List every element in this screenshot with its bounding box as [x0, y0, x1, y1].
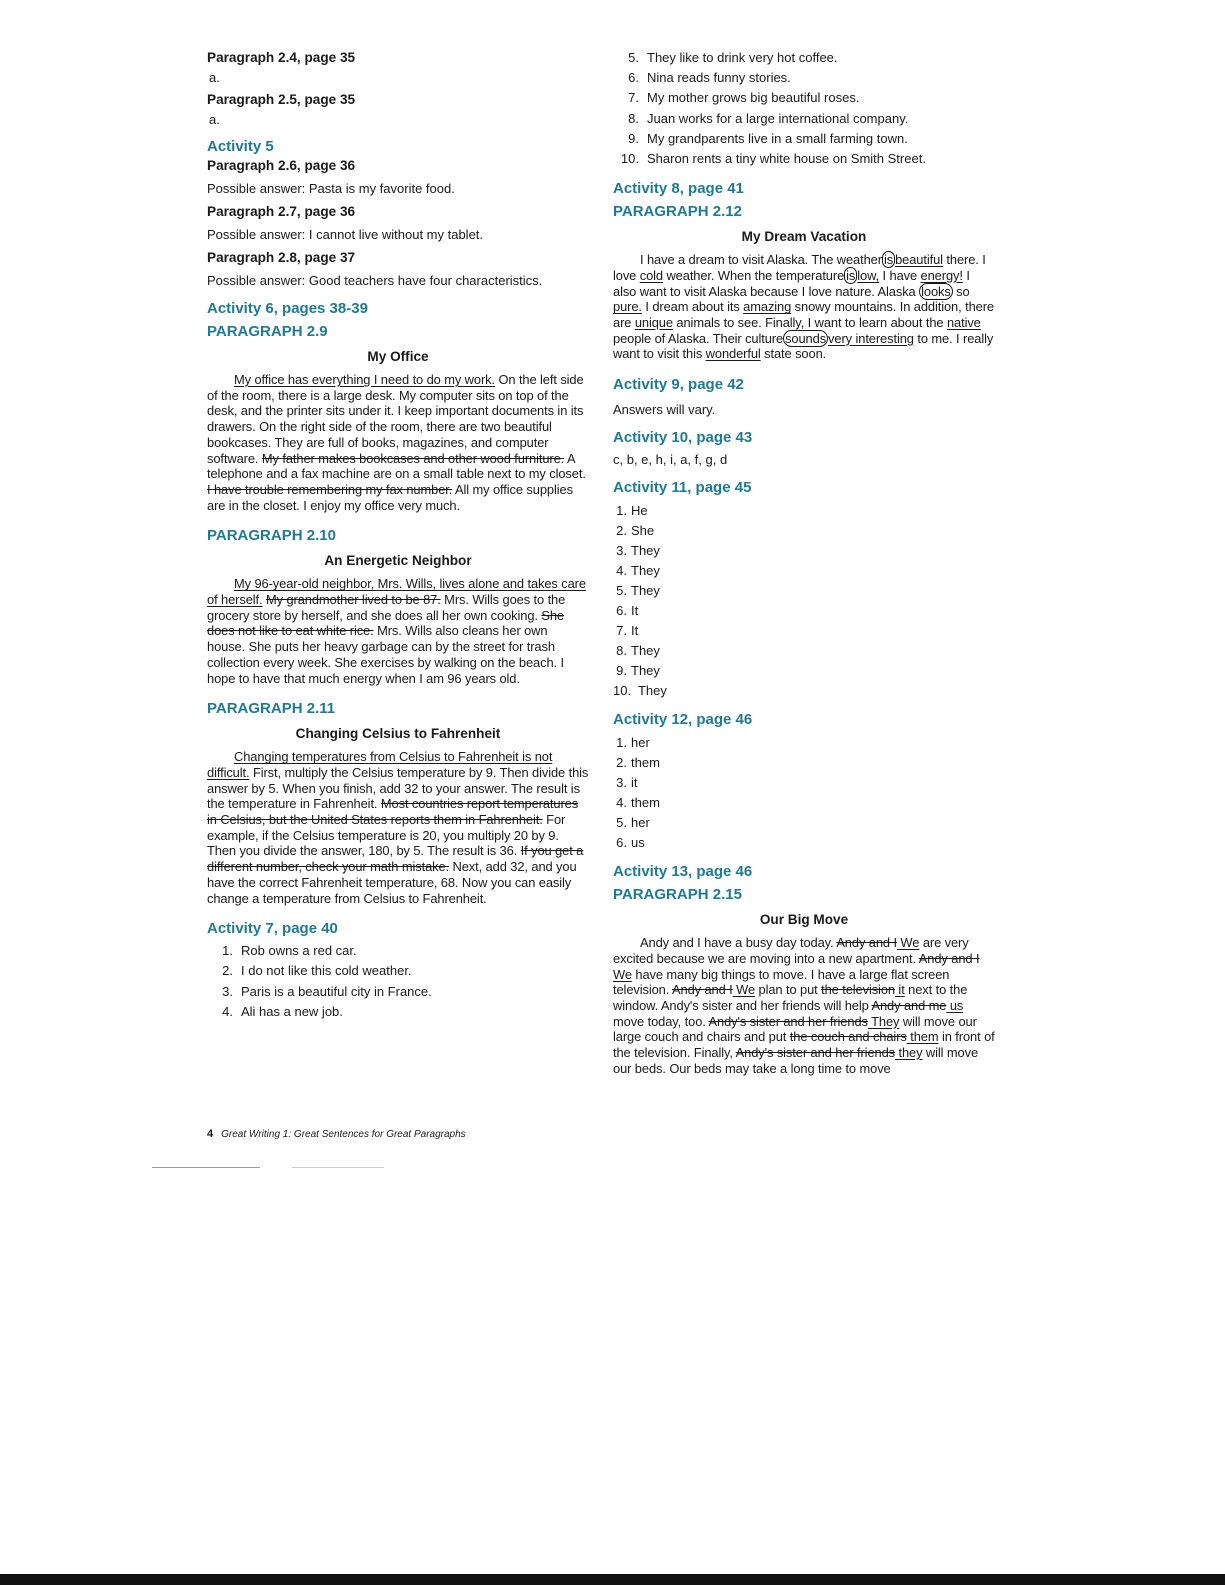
paragraph-2-15-heading: PARAGRAPH 2.15	[613, 886, 742, 904]
struck-sentence: My grandmother lived to be 87.	[266, 592, 441, 608]
list-item: 9. They	[616, 663, 660, 679]
list-item: 4. them	[616, 795, 660, 811]
paragraph-2-5-answer: a.	[209, 112, 220, 127]
activity-10-heading: Activity 10, page 43	[613, 429, 753, 447]
struck-phrase: Andy and me	[871, 997, 947, 1013]
list-item: 6. Nina reads funny stories.	[628, 70, 791, 86]
paragraph-2-7-heading: Paragraph 2.7, page 36	[207, 204, 356, 219]
energetic-neighbor-title: An Energetic Neighbor	[324, 553, 472, 569]
list-item: 4. They	[616, 563, 660, 579]
list-item: 5. her	[616, 815, 650, 831]
my-office-title: My Office	[367, 349, 429, 364]
celsius-fahrenheit-paragraph: Changing temperatures from Celsius to Fahrenheit is not difficult. First, multiply the Celsius temperature by 9. Then divide this answer by 5. When you finish, add 32 to your answer. The result is the temperature in Fahrenheit. Most countries report temperatures in Celsius, but the United States reports them in Fahrenheit. For example, if the Celsius temperature is 20, you multiply 20 by 9. Then you divide the answer, 180, by 5. The result is 36. If you get a different number, check your math mistake. Next, add 32, and you have the correct Fahrenheit temperature, 68. Now you can easily change a temperature from Celsius to Fahrenheit.	[207, 749, 589, 906]
list-item: 5. They like to drink very hot coffee.	[628, 50, 838, 65]
list-item: 9. My grandparents live in a small farming town.	[628, 130, 908, 146]
list-item: 10. They	[613, 683, 667, 699]
activity-12-heading: Activity 12, page 46	[613, 711, 753, 729]
list-item: 4. Ali has a new job.	[222, 1003, 343, 1019]
list-item: 3. it	[616, 775, 638, 791]
paragraph-2-10-heading: PARAGRAPH 2.10	[207, 527, 336, 545]
topic-sentence: My 96-year-old neighbor, Mrs. Wills, lives alone and takes care of herself.	[207, 576, 586, 608]
paragraph-2-4-heading: Paragraph 2.4, page 35	[207, 50, 356, 65]
paragraph-2-9-heading: PARAGRAPH 2.9	[207, 323, 328, 340]
list-item: 8. Juan works for a large international company.	[628, 110, 909, 126]
left-column	[207, 49, 589, 1022]
list-item: 6. us	[616, 835, 645, 851]
struck-sentence: Most countries report temperatures in Celsius, but the United States reports them in Fahrenheit.	[207, 796, 579, 828]
list-item: 2. them	[616, 755, 660, 771]
circled-verb: is	[846, 267, 856, 283]
activity-9-answer: Answers will vary.	[613, 402, 716, 418]
topic-sentence: Changing temperatures from Celsius to Fahrenheit is not difficult.	[207, 749, 553, 780]
paragraph-2-12-heading: PARAGRAPH 2.12	[613, 203, 742, 221]
list-item: 5. They	[616, 583, 660, 599]
struck-phrase: Andy's sister and her friends	[708, 1013, 868, 1029]
page-number: 4	[207, 1128, 214, 1140]
paragraph-2-6-heading: Paragraph 2.6, page 36	[207, 158, 356, 173]
list-item: 1. her	[616, 735, 650, 751]
my-office-paragraph: My office has everything I need to do my work. On the left side of the room, there is a large desk. My computer sits on top of the desk, and the printer sits under it. I keep important documents in its drawers. On the right side of the room, there are two beautiful bookcases. They are full of books, magazines, and computer software. My father makes bookcases and other wood furniture. A telephone and a fax machine are on a small table next to my closet. I have trouble remembering my fax number. All my office supplies are in the closet. I enjoy my office very much.	[207, 372, 586, 513]
paragraph-2-5-heading: Paragraph 2.5, page 35	[207, 92, 356, 107]
paragraph-2-8-heading: Paragraph 2.8, page 37	[207, 250, 356, 265]
paragraph-2-6-answer: Possible answer: Pasta is my favorite food.	[207, 181, 455, 196]
activity-7-heading: Activity 7, page 40	[207, 920, 338, 938]
paragraph-2-8-answer: Possible answer: Good teachers have four characteristics.	[207, 273, 543, 288]
list-item: 3. They	[616, 543, 660, 559]
list-item: 6. It	[616, 603, 639, 619]
struck-phrase: the television	[821, 982, 895, 998]
paragraph-2-7-answer: Possible answer: I cannot live without my tablet.	[207, 227, 484, 242]
paragraph-2-4-answer: a.	[209, 70, 220, 85]
struck-phrase: the couch and chairs	[789, 1029, 907, 1045]
activity-12-list	[613, 733, 995, 853]
circled-verb: looks	[921, 283, 951, 299]
bottom-edge-bar	[0, 1574, 1225, 1585]
big-move-title: Our Big Move	[759, 912, 849, 928]
list-item: 10. Sharon rents a tiny white house on Smith Street.	[620, 151, 926, 167]
right-column	[613, 49, 995, 1076]
list-item: 3. Paris is a beautiful city in France.	[222, 983, 432, 999]
activity-11-list	[613, 501, 995, 701]
struck-sentence: If you get a different number, check your math mistake.	[207, 843, 584, 875]
page-footer	[207, 1128, 466, 1140]
struck-phrase: Andy's sister and her friends	[735, 1045, 895, 1061]
activity-8-heading: Activity 8, page 41	[613, 180, 744, 198]
struck-phrase: Andy and I	[918, 950, 980, 966]
activity-7-list-continued	[613, 48, 995, 169]
circled-verb: is	[883, 252, 894, 268]
list-item: 7. My mother grows big beautiful roses.	[628, 90, 860, 106]
activity-13-heading: Activity 13, page 46	[613, 863, 753, 881]
list-item: 2. She	[616, 523, 655, 539]
struck-phrase: Andy and I	[672, 982, 733, 998]
list-item: 2. I do not like this cold weather.	[222, 963, 412, 979]
energetic-neighbor-paragraph: My 96-year-old neighbor, Mrs. Wills, lives alone and takes care of herself. My grandmother lived to be 87. Mrs. Wills goes to the grocery store by herself, and she does all her own cooking. She does not like to eat white rice. Mrs. Wills also cleans her own house. She puts her heavy garbage can by the street for trash collection every week. She exercises by walking on the beach. I hope to have that much energy when I am 96 years old.	[207, 576, 586, 686]
celsius-fahrenheit-title: Changing Celsius to Fahrenheit	[295, 726, 501, 742]
big-move-paragraph: Andy and I have a busy day today. Andy and I We are very excited because we are moving into a new apartment. Andy and I We have many big things to move. I have a large flat screen television. Andy and I We plan to put the television it next to the window. Andy's sister and her friends will help Andy and me us move today, too. Andy's sister and her friends They will move our large couch and chairs and put the couch and chairs them in front of the television. Finally, Andy's sister and her friends they will move our beds. Our beds may take a long time to move	[613, 935, 995, 1076]
topic-sentence: My office has everything I need to do my work.	[234, 372, 495, 387]
dream-vacation-paragraph: I have a dream to visit Alaska. The weather is beautiful there. I love cold weather. When the temperature is low, I have energy! I also want to visit Alaska because I love nature. Alaska looks so pure. I dream about its amazing snowy mountains. In addition, there are unique animals to see. Finally, I want to learn about the native people of Alaska. Their culture sounds very interesting to me. I really want to visit this wonderful state soon.	[613, 252, 994, 362]
circled-verb: sounds	[785, 330, 827, 346]
dream-vacation-title: My Dream Vacation	[741, 229, 867, 245]
struck-sentence: She does not like to eat white rice.	[207, 607, 564, 639]
activity-11-heading: Activity 11, page 45	[613, 479, 752, 497]
activity-6-heading: Activity 6, pages 38-39	[207, 300, 368, 317]
list-item: 8. They	[616, 643, 660, 659]
struck-sentence: I have trouble remembering my fax number.	[207, 481, 453, 497]
divider	[292, 1167, 384, 1168]
divider	[152, 1167, 260, 1168]
activity-5-heading: Activity 5	[207, 138, 274, 155]
list-item: 1. He	[616, 503, 648, 519]
activity-7-list	[207, 941, 589, 1022]
activity-10-answer: c, b, e, h, i, a, f, g, d	[613, 452, 728, 468]
activity-9-heading: Activity 9, page 42	[613, 376, 744, 394]
list-item: 1. Rob owns a red car.	[222, 943, 357, 959]
struck-sentence: My father makes bookcases and other wood furniture.	[261, 450, 565, 466]
paragraph-2-11-heading: PARAGRAPH 2.11	[207, 700, 336, 718]
book-title: Great Writing 1: Great Sentences for Great Paragraphs	[221, 1129, 466, 1140]
struck-phrase: Andy and I	[836, 935, 897, 951]
list-item: 7. It	[616, 623, 639, 639]
